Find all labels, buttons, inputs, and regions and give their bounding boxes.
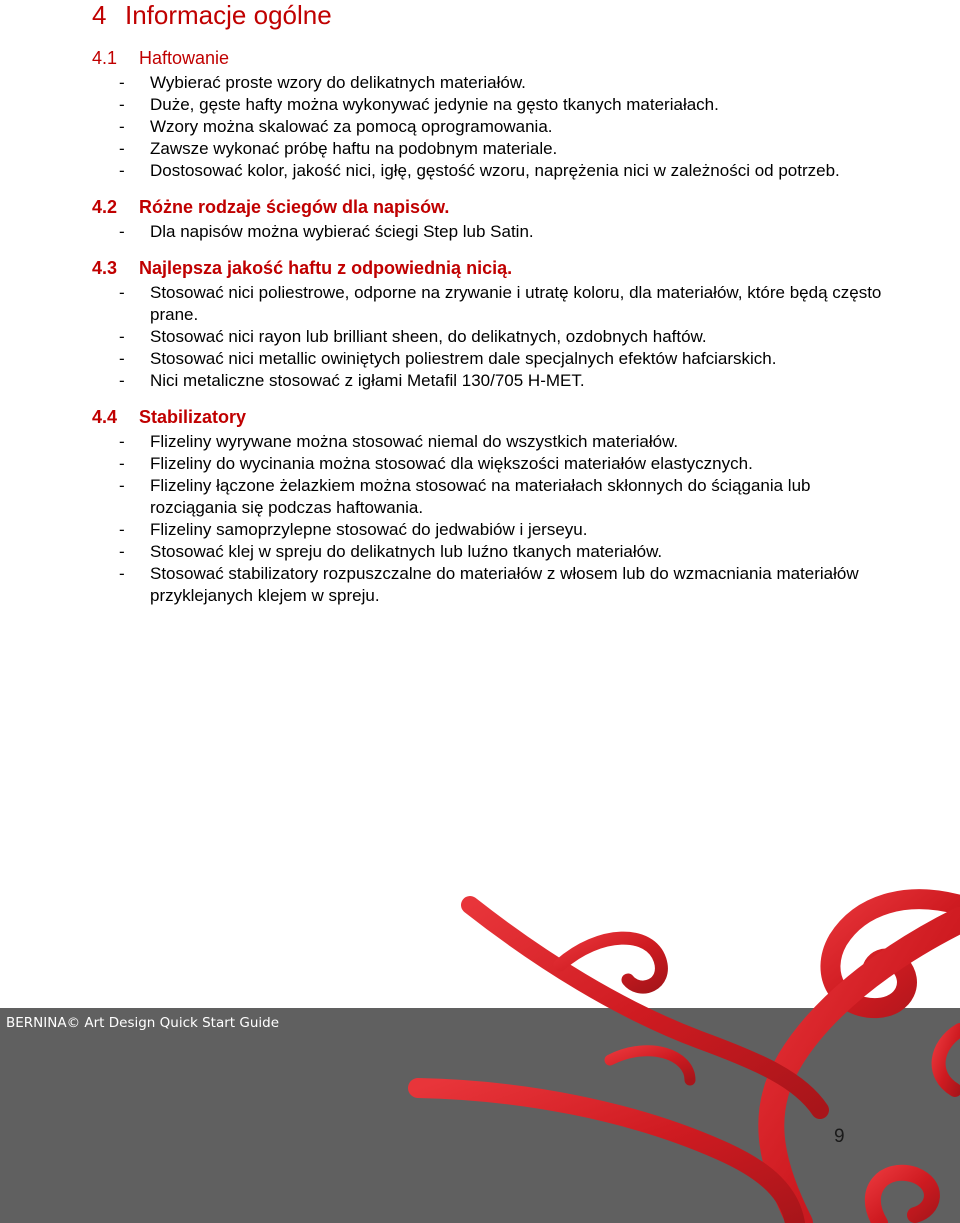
page-title-text: Informacje ogólne [125,0,332,30]
section-heading-4-4 [92,403,882,431]
list-item-text: Flizeliny do wycinania można stosować dla większości materiałów elastycznych. [150,454,753,473]
swirl-spiral [830,899,960,1008]
list-item-text: Stosować nici rayon lub brilliant sheen, do delikatnych, ozdobnych haftów. [150,327,707,346]
list-item [92,160,882,182]
list-item-text: Flizeliny wyrywane można stosować niemal do wszystkich materiałów. [150,432,679,451]
list-item-text: Zawsze wykonać próbę haftu na podobnym materiale. [150,139,558,158]
list-dash: - [119,139,125,158]
section-heading-4-1 [92,44,882,72]
list-item-text: Stosować stabilizatory rozpuszczalne do materiałów z włosem lub do wzmacniania materiałów przyklejanych klejem w spreju. [150,564,859,605]
list-item-text: Nici metaliczne stosować z igłami Metafil 130/705 H-MET. [150,371,585,390]
list-item [92,221,882,243]
list-dash: - [119,432,125,451]
list-dash: - [119,542,125,561]
list-dash: - [119,454,125,473]
list-item-text: Wybierać proste wzory do delikatnych materiałów. [150,73,526,92]
list-item [92,116,882,138]
page-number: 9 [834,1126,845,1147]
list-dash: - [119,327,125,346]
section-spacer [92,182,882,193]
list-item-text: Stosować klej w spreju do delikatnych lub luźno tkanych materiałów. [150,542,663,561]
footer-band [0,1008,960,1223]
footer-brand: BERNINA© Art Design Quick Start Guide [6,1015,280,1031]
list-item-text: Dostosować kolor, jakość nici, igłę, gęstość wzoru, naprężenia nici w zależności od potrzeb. [150,161,840,180]
list-item [92,326,882,348]
section-spacer [92,243,882,254]
section-heading-4-3 [92,254,882,282]
section-number: 4.3 [92,258,118,278]
list-stabilizatory [92,431,882,607]
list-item [92,431,882,453]
list-item [92,563,882,607]
list-dash: - [119,222,125,241]
section-title: Stabilizatory [139,407,247,427]
list-dash: - [119,371,125,390]
section-number: 4.4 [92,407,118,427]
list-item-text: Stosować nici metallic owiniętych poliestrem dale specjalnych efektów hafciarskich. [150,349,777,368]
section-title: Najlepsza jakość haftu z odpowiednią nicią. [139,258,513,278]
page-title [92,0,332,31]
section-title: Haftowanie [139,48,230,68]
list-item [92,519,882,541]
list-dash: - [119,73,125,92]
list-item [92,348,882,370]
list-dash: - [119,117,125,136]
section-title: Różne rodzaje ściegów dla napisów. [139,197,450,217]
section-spacer [92,392,882,403]
list-item [92,541,882,563]
list-item-text: Flizeliny łączone żelazkiem można stosować na materiałach skłonnych do ściągania lub rozciągania się podczas haftowania. [150,476,811,517]
list-item-text: Flizeliny samoprzylepne stosować do jedwabiów i jerseyu. [150,520,588,539]
section-number: 4.2 [92,197,118,217]
list-dash: - [119,161,125,180]
list-nici [92,282,882,392]
list-dash: - [119,349,125,368]
list-dash: - [119,95,125,114]
list-napisy [92,221,882,243]
swirl-small-curl [560,938,661,987]
list-dash: - [119,520,125,539]
list-haftowanie [92,72,882,182]
document-body [92,44,882,607]
list-item [92,475,882,519]
list-item-text: Duże, gęste hafty można wykonywać jedynie na gęsto tkanych materiałach. [150,95,719,114]
list-item [92,72,882,94]
list-dash: - [119,283,125,302]
list-item-text: Wzory można skalować za pomocą oprogramowania. [150,117,553,136]
list-item [92,138,882,160]
page-title-number: 4 [92,0,107,30]
list-dash: - [119,476,125,495]
list-item [92,282,882,326]
section-number: 4.1 [92,48,118,68]
list-dash: - [119,564,125,583]
list-item [92,94,882,116]
list-item [92,453,882,475]
section-heading-4-2 [92,193,882,221]
list-item [92,370,882,392]
list-item-text: Stosować nici poliestrowe, odporne na zrywanie i utratę koloru, dla materiałów, które będą często prane. [150,283,882,324]
list-item-text: Dla napisów można wybierać ściegi Step lub Satin. [150,222,534,241]
